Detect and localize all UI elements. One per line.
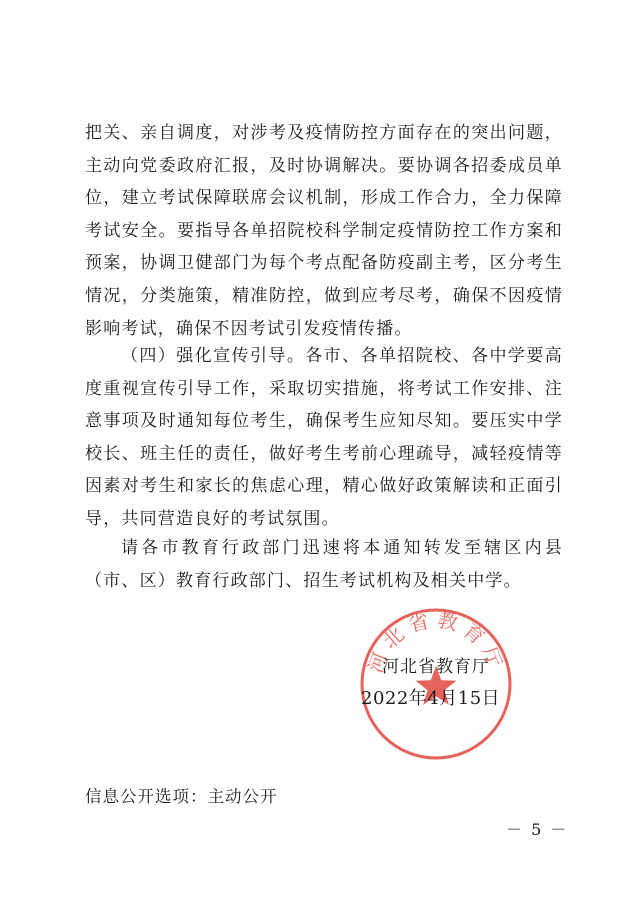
body-paragraph-2: （四）强化宣传引导。各市、各单招院校、各中学要高度重视宣传引导工作，采取切实措施，将考试工作安排、注意事项及时通知每位考生，确保考生应知尽知。要压实中学校长、班主任的责任，做好考生考前心理疏导，减轻疫情等因素对考生和家长的焦虑心理，精心做好政策解读和正面引导，共同营造良好的考试氛围。	[85, 346, 563, 529]
body-paragraph-1: 把关、亲自调度，对涉考及疫情防控方面存在的突出问题，主动向党委政府汇报，及时协调解决。要协调各招委成员单位，建立考试保障联席会议机制，形成工作合力，全力保障考试安全。要指导各单招院校科学制定疫情防控工作方案和预案，协调卫健部门为每个考点配备防疫副主考，区分考生情况，分类施策，精准防控，做到应考尽考，确保不因疫情影响考试，确保不因考试引发疫情传播。	[85, 123, 563, 339]
body-paragraph-3: 请各市教育行政部门迅速将本通知转发至辖区内县（市、区）教育行政部门、招生考试机构及相关中学。	[85, 538, 563, 591]
seal-text: 河北省教育厅	[363, 607, 509, 677]
disclosure-option: 信息公开选项：主动公开	[85, 787, 278, 806]
page-number: － 5 －	[506, 820, 569, 839]
issue-date: 2022年4月15日	[361, 688, 501, 709]
issuer-name: 河北省教育厅	[382, 657, 490, 677]
